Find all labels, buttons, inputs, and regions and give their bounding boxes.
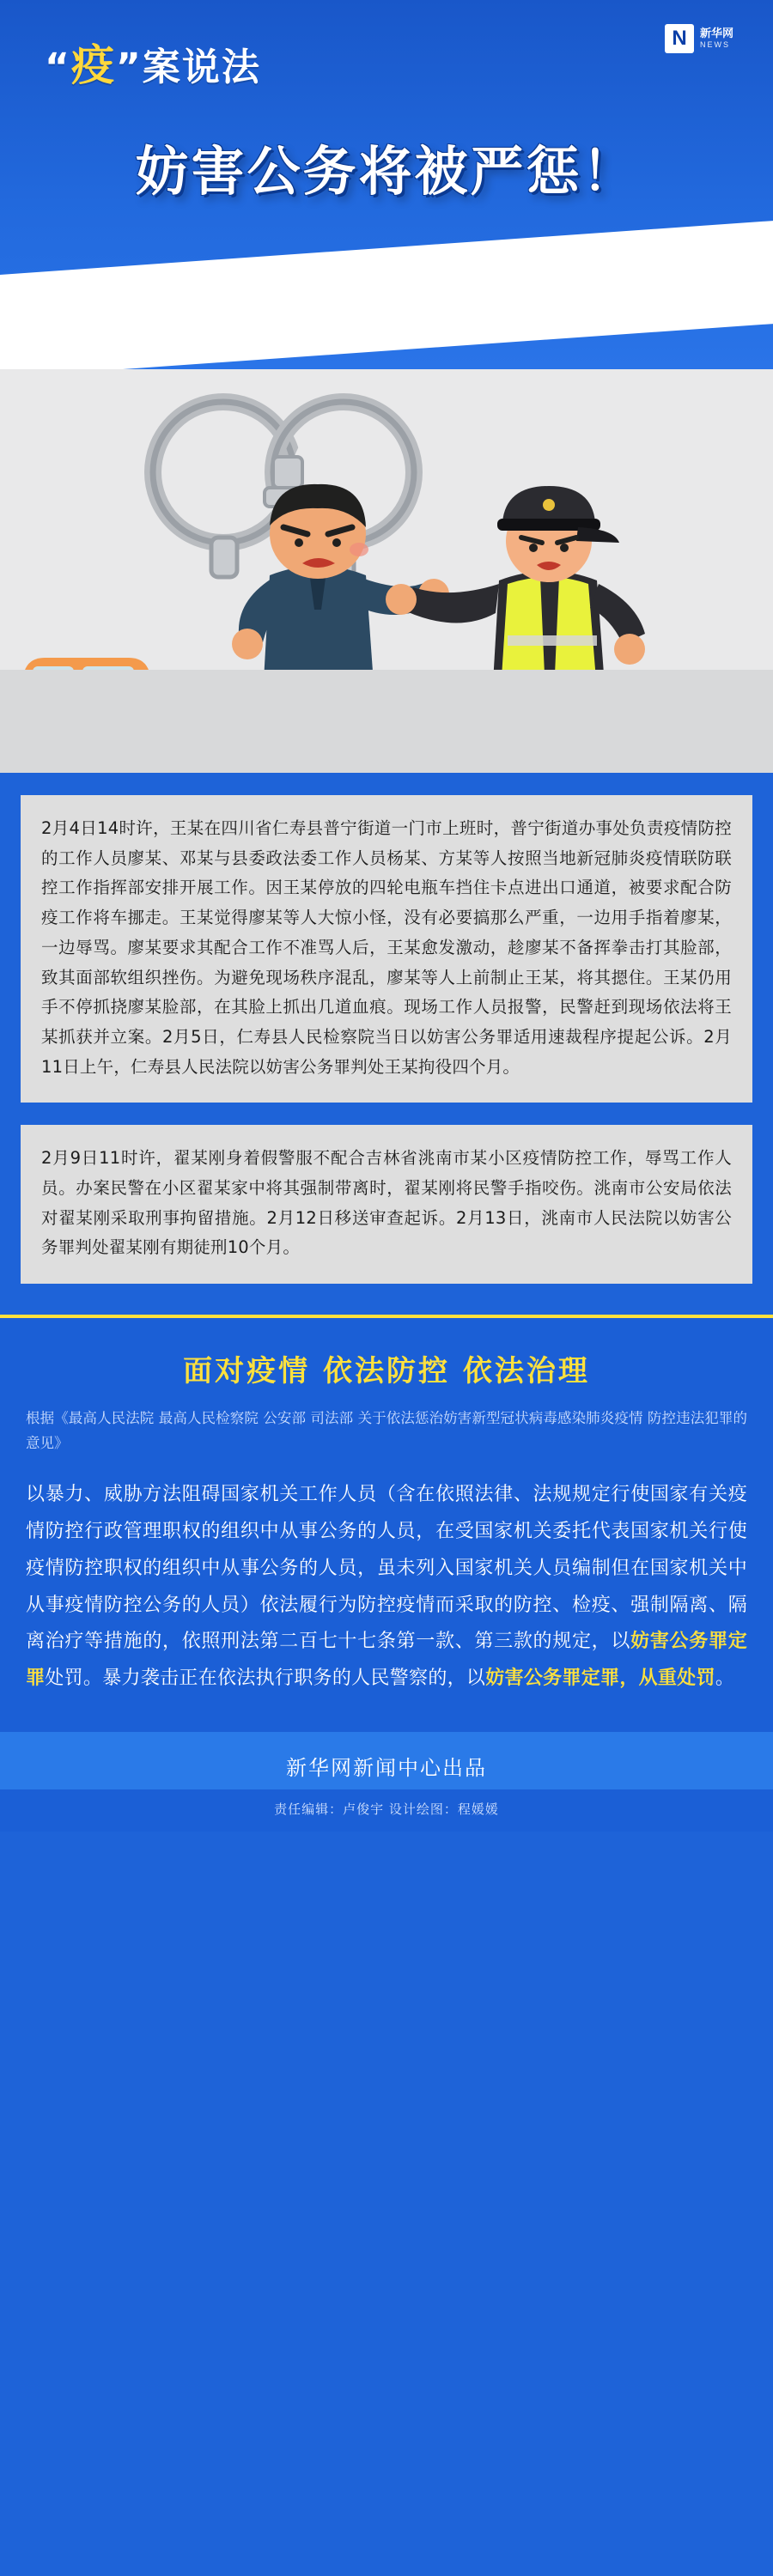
story-paragraph-2: 2月9日11时许，翟某刚身着假警服不配合吉林省洮南市某小区疫情防控工作，辱骂工作人员。办案民警在小区翟某家中将其强制带离时，翟某刚将民警手指咬伤。洮南市公安局依法对翟某刚采取刑事拘留措施。2月12日移送审查起诉。2月13日，洮南市人民法院以妨害公务罪判处翟某刚有期徒刑10个月。 — [21, 1125, 752, 1284]
story-paragraph-1: 2月4日14时许，王某在四川省仁寿县普宁街道一门市上班时，普宁街道办事处负责疫情防控的工作人员廖某、邓某与县委政法委工作人员杨某、方某等人按照当地新冠肺炎疫情联防联控工作指挥部安排开展工作。因王某停放的四轮电瓶车挡住卡点进出口通道，被要求配合防疫工作将车挪走。王某觉得廖某等人大惊小怪，没有必要搞那么严重，一边用手指着廖某，一边辱骂。廖某要求其配合工作不准骂人后，王某愈发激动，趁廖某不备挥拳击打其脸部，致其面部软组织挫伤。为避免现场秩序混乱，廖某等人上前制止王某，将其摁住。王某仍用手不停抓挠廖某脸部，在其脸上抓出几道血痕。现场工作人员报警，民警赶到现场依法将王某抓获并立案。2月5日，仁寿县人民检察院当日以妨害公务罪适用速裁程序提起公诉。2月11日上午，仁寿县人民法院以妨害公务罪判处王某拘役四个月。 — [21, 795, 752, 1103]
footer-producer-bar — [0, 1732, 773, 1789]
illustration-scene — [0, 369, 773, 773]
law-section — [0, 1318, 773, 1732]
brand-sub: NEWS — [699, 40, 730, 50]
poster-header — [0, 0, 773, 369]
credits-text: 责任编辑：卢俊宇 设计绘图：程媛媛 — [274, 1801, 499, 1818]
series-logo-suffix: ”案说法 — [115, 46, 261, 89]
law-text-part2: 处罚。暴力袭击正在依法执行职务的人民警察的，以 — [45, 1668, 486, 1690]
law-highlight-2: 妨害公务罪定罪，从重处罚 — [485, 1668, 715, 1690]
page-title — [0, 129, 773, 205]
series-logo-highlight: 疫 — [70, 40, 116, 90]
xinhuanet-logo — [665, 24, 733, 53]
producer-text: 新华网新闻中心出品 — [286, 1756, 487, 1781]
series-logo — [45, 31, 261, 93]
law-highlight-1: 妨害公务罪定罪 — [26, 1631, 747, 1690]
law-body-text — [26, 1477, 747, 1698]
brand-name: 新华网 — [699, 27, 733, 40]
road-band — [0, 670, 773, 773]
page-title-text: 妨害公务将被严惩！ — [135, 140, 638, 203]
law-text-part1: 以暴力、威胁方法阻碍国家机关工作人员（含在依照法律、法规规定行使国家有关疫情防控行政管理职权的组织中从事公务的人员，在受国家机关委托代表国家机关行使疫情防控职权的组织中从事公务的人员，虽未列入国家机关人员编制但在国家机关中从事疫情防控公务的人员）依法履行为防控疫情而采取的防控、检疫、强制隔离、隔离治疗等措施的，依照刑法第二百七十七条第一款、第三款的规定，以 — [26, 1483, 747, 1653]
law-text-part3: 。 — [715, 1668, 735, 1690]
brand-name-block — [700, 27, 733, 49]
footer-credits-bar — [0, 1789, 773, 1832]
brand-mark-icon: N — [665, 24, 694, 53]
series-logo-prefix: “ — [45, 46, 71, 89]
stories-section — [0, 773, 773, 1315]
law-source-reference: 根据《最高人民法院 最高人民检察院 公安部 司法部 关于依法惩治妨害新型冠状病毒感染肺炎疫情 防控违法犯罪的意见》 — [26, 1410, 747, 1452]
law-section-title: 面对疫情 依法防控 依法治理 — [183, 1354, 590, 1389]
